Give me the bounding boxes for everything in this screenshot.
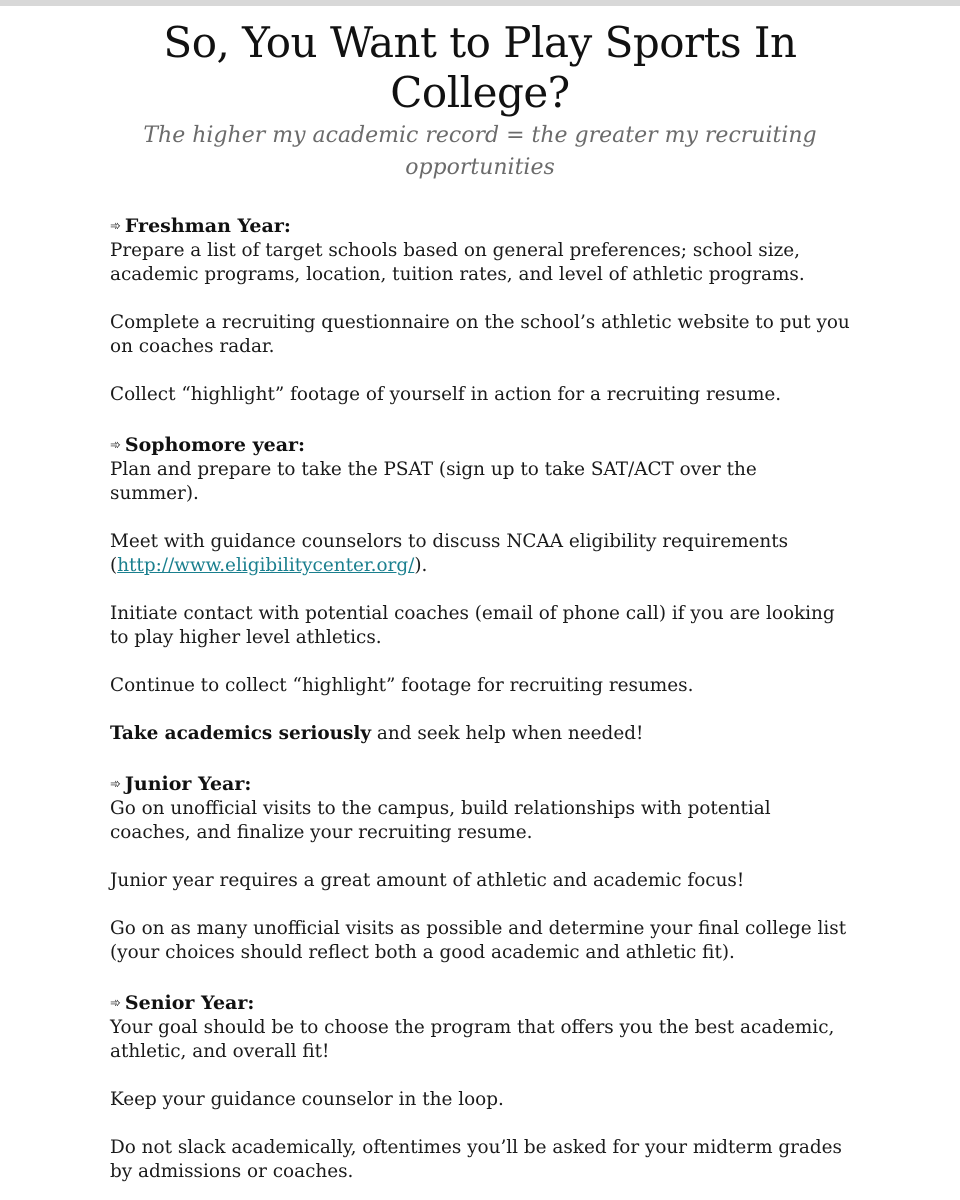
section-heading-junior bbox=[110, 772, 850, 797]
arrow-icon: ➾ bbox=[110, 219, 121, 234]
heading-text: Freshman Year: bbox=[124, 215, 291, 237]
arrow-icon: ➾ bbox=[110, 438, 121, 453]
paragraph: Go on unofficial visits to the campus, build relationships with potential coaches, and finalize your recruiting resume. bbox=[110, 798, 771, 843]
paragraph: Initiate contact with potential coaches (email of phone call) if you are looking to play higher level athletics. bbox=[110, 603, 835, 648]
paragraph-eligibility bbox=[110, 530, 850, 578]
paragraph: Go on as many unofficial visits as possible and determine your final college list (your choices should reflect both a good academic and athletic fit). bbox=[110, 918, 847, 963]
section-freshman bbox=[110, 214, 850, 407]
section-heading-sophomore bbox=[110, 433, 850, 458]
text: Meet with guidance counselors to discuss NCAA eligibility requirements ( bbox=[110, 531, 789, 576]
paragraph: Complete a recruiting questionnaire on the school’s athletic website to put you on coaches radar. bbox=[110, 312, 850, 357]
section-heading-senior bbox=[110, 991, 850, 1016]
heading-text: Sophomore year: bbox=[124, 434, 306, 456]
bold-text: Take academics seriously bbox=[110, 723, 372, 744]
paragraph: Junior year requires a great amount of athletic and academic focus! bbox=[110, 870, 745, 891]
paragraph: Your goal should be to choose the program that offers you the best academic, athletic, and overall fit! bbox=[110, 1017, 835, 1062]
paragraph: Collect “highlight” footage of yourself in action for a recruiting resume. bbox=[110, 384, 782, 405]
text: and seek help when needed! bbox=[371, 723, 644, 744]
paragraph: Keep your guidance counselor in the loop. bbox=[110, 1089, 504, 1110]
eligibility-center-link[interactable]: http://www.eligibilitycenter.org/ bbox=[117, 555, 415, 576]
section-heading-freshman bbox=[110, 214, 850, 239]
document-page bbox=[110, 18, 850, 1184]
arrow-icon: ➾ bbox=[110, 777, 121, 792]
section-sophomore bbox=[110, 433, 850, 746]
paragraph: Do not slack academically, oftentimes you’ll be asked for your midterm grades by admissions or coaches. bbox=[110, 1137, 842, 1182]
page-subtitle: The higher my academic record = the greater my recruiting opportunities bbox=[143, 123, 817, 180]
paragraph: Prepare a list of target schools based on general preferences; school size, academic programs, location, tuition rates, and level of athletic programs. bbox=[110, 240, 805, 285]
paragraph: Continue to collect “highlight” footage for recruiting resumes. bbox=[110, 675, 694, 696]
paragraph: Plan and prepare to take the PSAT (sign up to take SAT/ACT over the summer). bbox=[110, 459, 757, 504]
section-junior bbox=[110, 772, 850, 965]
section-senior bbox=[110, 991, 850, 1184]
heading-text: Junior Year: bbox=[124, 773, 252, 795]
page-title: So, You Want to Play Sports In College? bbox=[163, 18, 797, 117]
text: ). bbox=[414, 555, 428, 576]
top-border bbox=[0, 0, 960, 6]
arrow-icon: ➾ bbox=[110, 996, 121, 1011]
paragraph-academics bbox=[110, 722, 850, 746]
heading-text: Senior Year: bbox=[124, 992, 255, 1014]
